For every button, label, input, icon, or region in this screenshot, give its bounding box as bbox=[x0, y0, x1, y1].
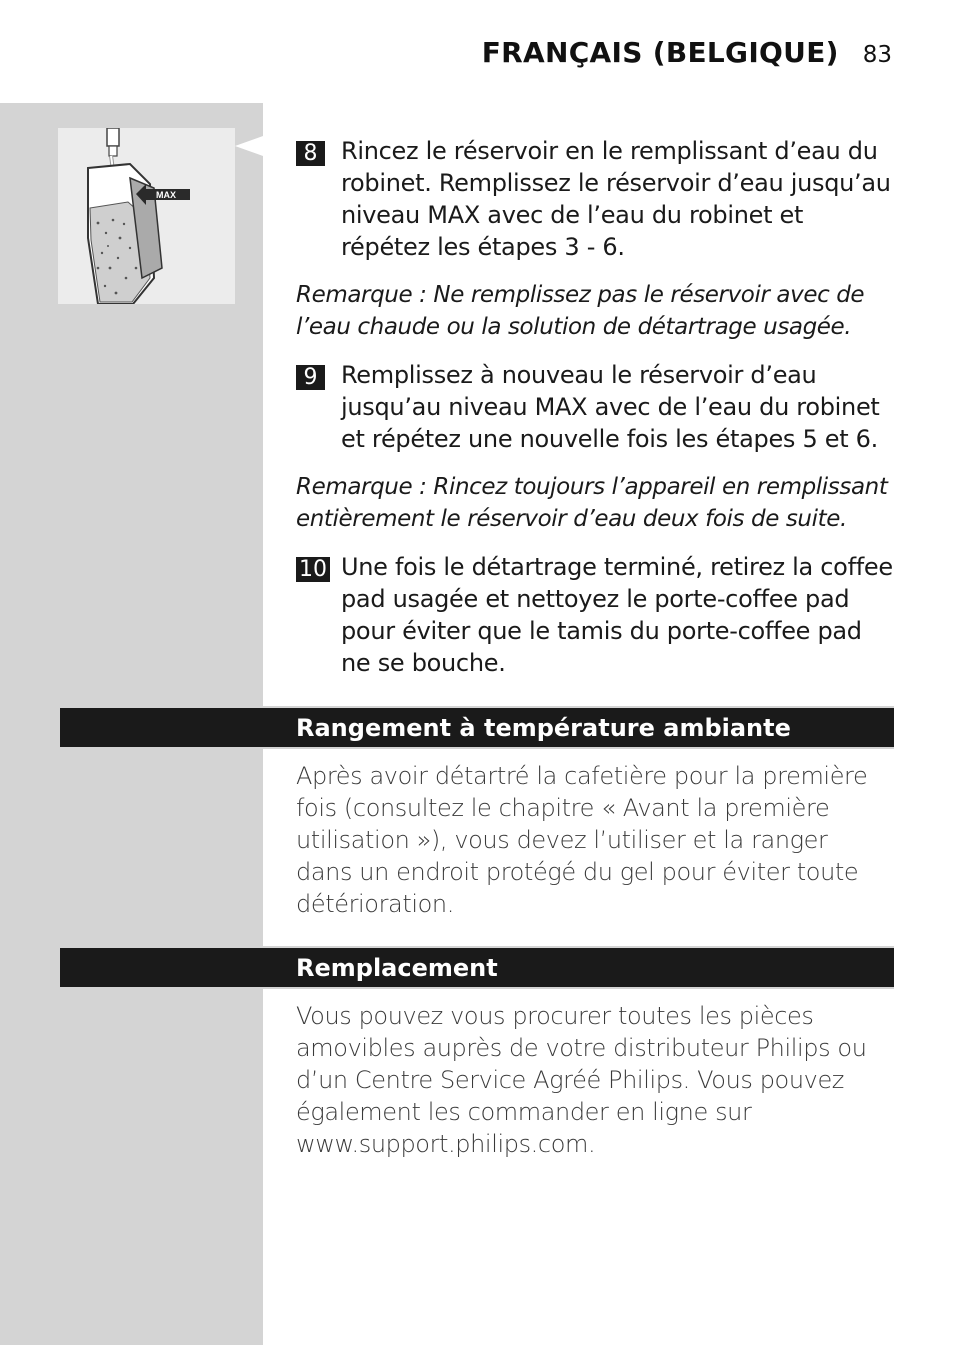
max-label: MAX bbox=[156, 190, 176, 200]
section-title: Remplacement bbox=[296, 954, 498, 982]
step-item bbox=[296, 135, 896, 263]
section-body: Après avoir détartré la cafetière pour la première fois (consultez le chapitre « Avant la première utilisation »), vous devez l’utiliser et la ranger dans un endroit protégé du gel pour éviter toute détérioration. bbox=[296, 762, 868, 918]
note-text: Remarque : Ne remplissez pas le réservoir avec de l’eau chaude ou la solution de détartrage usagée. bbox=[296, 282, 865, 340]
step-text: Une fois le détartrage terminé, retirez la coffee pad usagée et nettoyez le porte-coffee pad pour éviter que le tamis du porte-coffee pad ne se bouche. bbox=[341, 553, 893, 677]
step-number: 9 bbox=[296, 365, 325, 390]
header-title: FRANÇAIS (BELGIQUE) bbox=[481, 36, 839, 69]
page-number: 83 bbox=[862, 42, 892, 68]
note-text: Remarque : Rincez toujours l’appareil en remplissant entièrement le réservoir d’eau deux fois de suite. bbox=[296, 474, 888, 532]
section-header bbox=[58, 946, 894, 989]
step-number: 10 bbox=[296, 557, 330, 582]
step-item bbox=[296, 551, 896, 679]
water-tank-max-icon bbox=[58, 128, 235, 304]
step-text: Rincez le réservoir en le remplissant d’eau du robinet. Remplissez le réservoir d’eau jusqu’au niveau MAX avec de l’eau du robinet et répétez les étapes 3 - 6. bbox=[341, 137, 891, 261]
step-item bbox=[296, 359, 896, 455]
illustration-pointer bbox=[235, 136, 263, 156]
section-header bbox=[58, 706, 894, 749]
page-header bbox=[482, 36, 892, 69]
section-title: Rangement à température ambiante bbox=[296, 714, 791, 742]
water-tank-illustration bbox=[58, 128, 235, 304]
step-number: 8 bbox=[296, 141, 325, 166]
section-body: Vous pouvez vous procurer toutes les pièces amovibles auprès de votre distributeur Philips ou d’un Centre Service Agréé Philips. Vous pouvez également les commander en ligne sur www.support.philips.com. bbox=[296, 1002, 867, 1158]
step-text: Remplissez à nouveau le réservoir d’eau jusqu’au niveau MAX avec de l’eau du robinet et répétez une nouvelle fois les étapes 5 et 6. bbox=[341, 361, 880, 453]
